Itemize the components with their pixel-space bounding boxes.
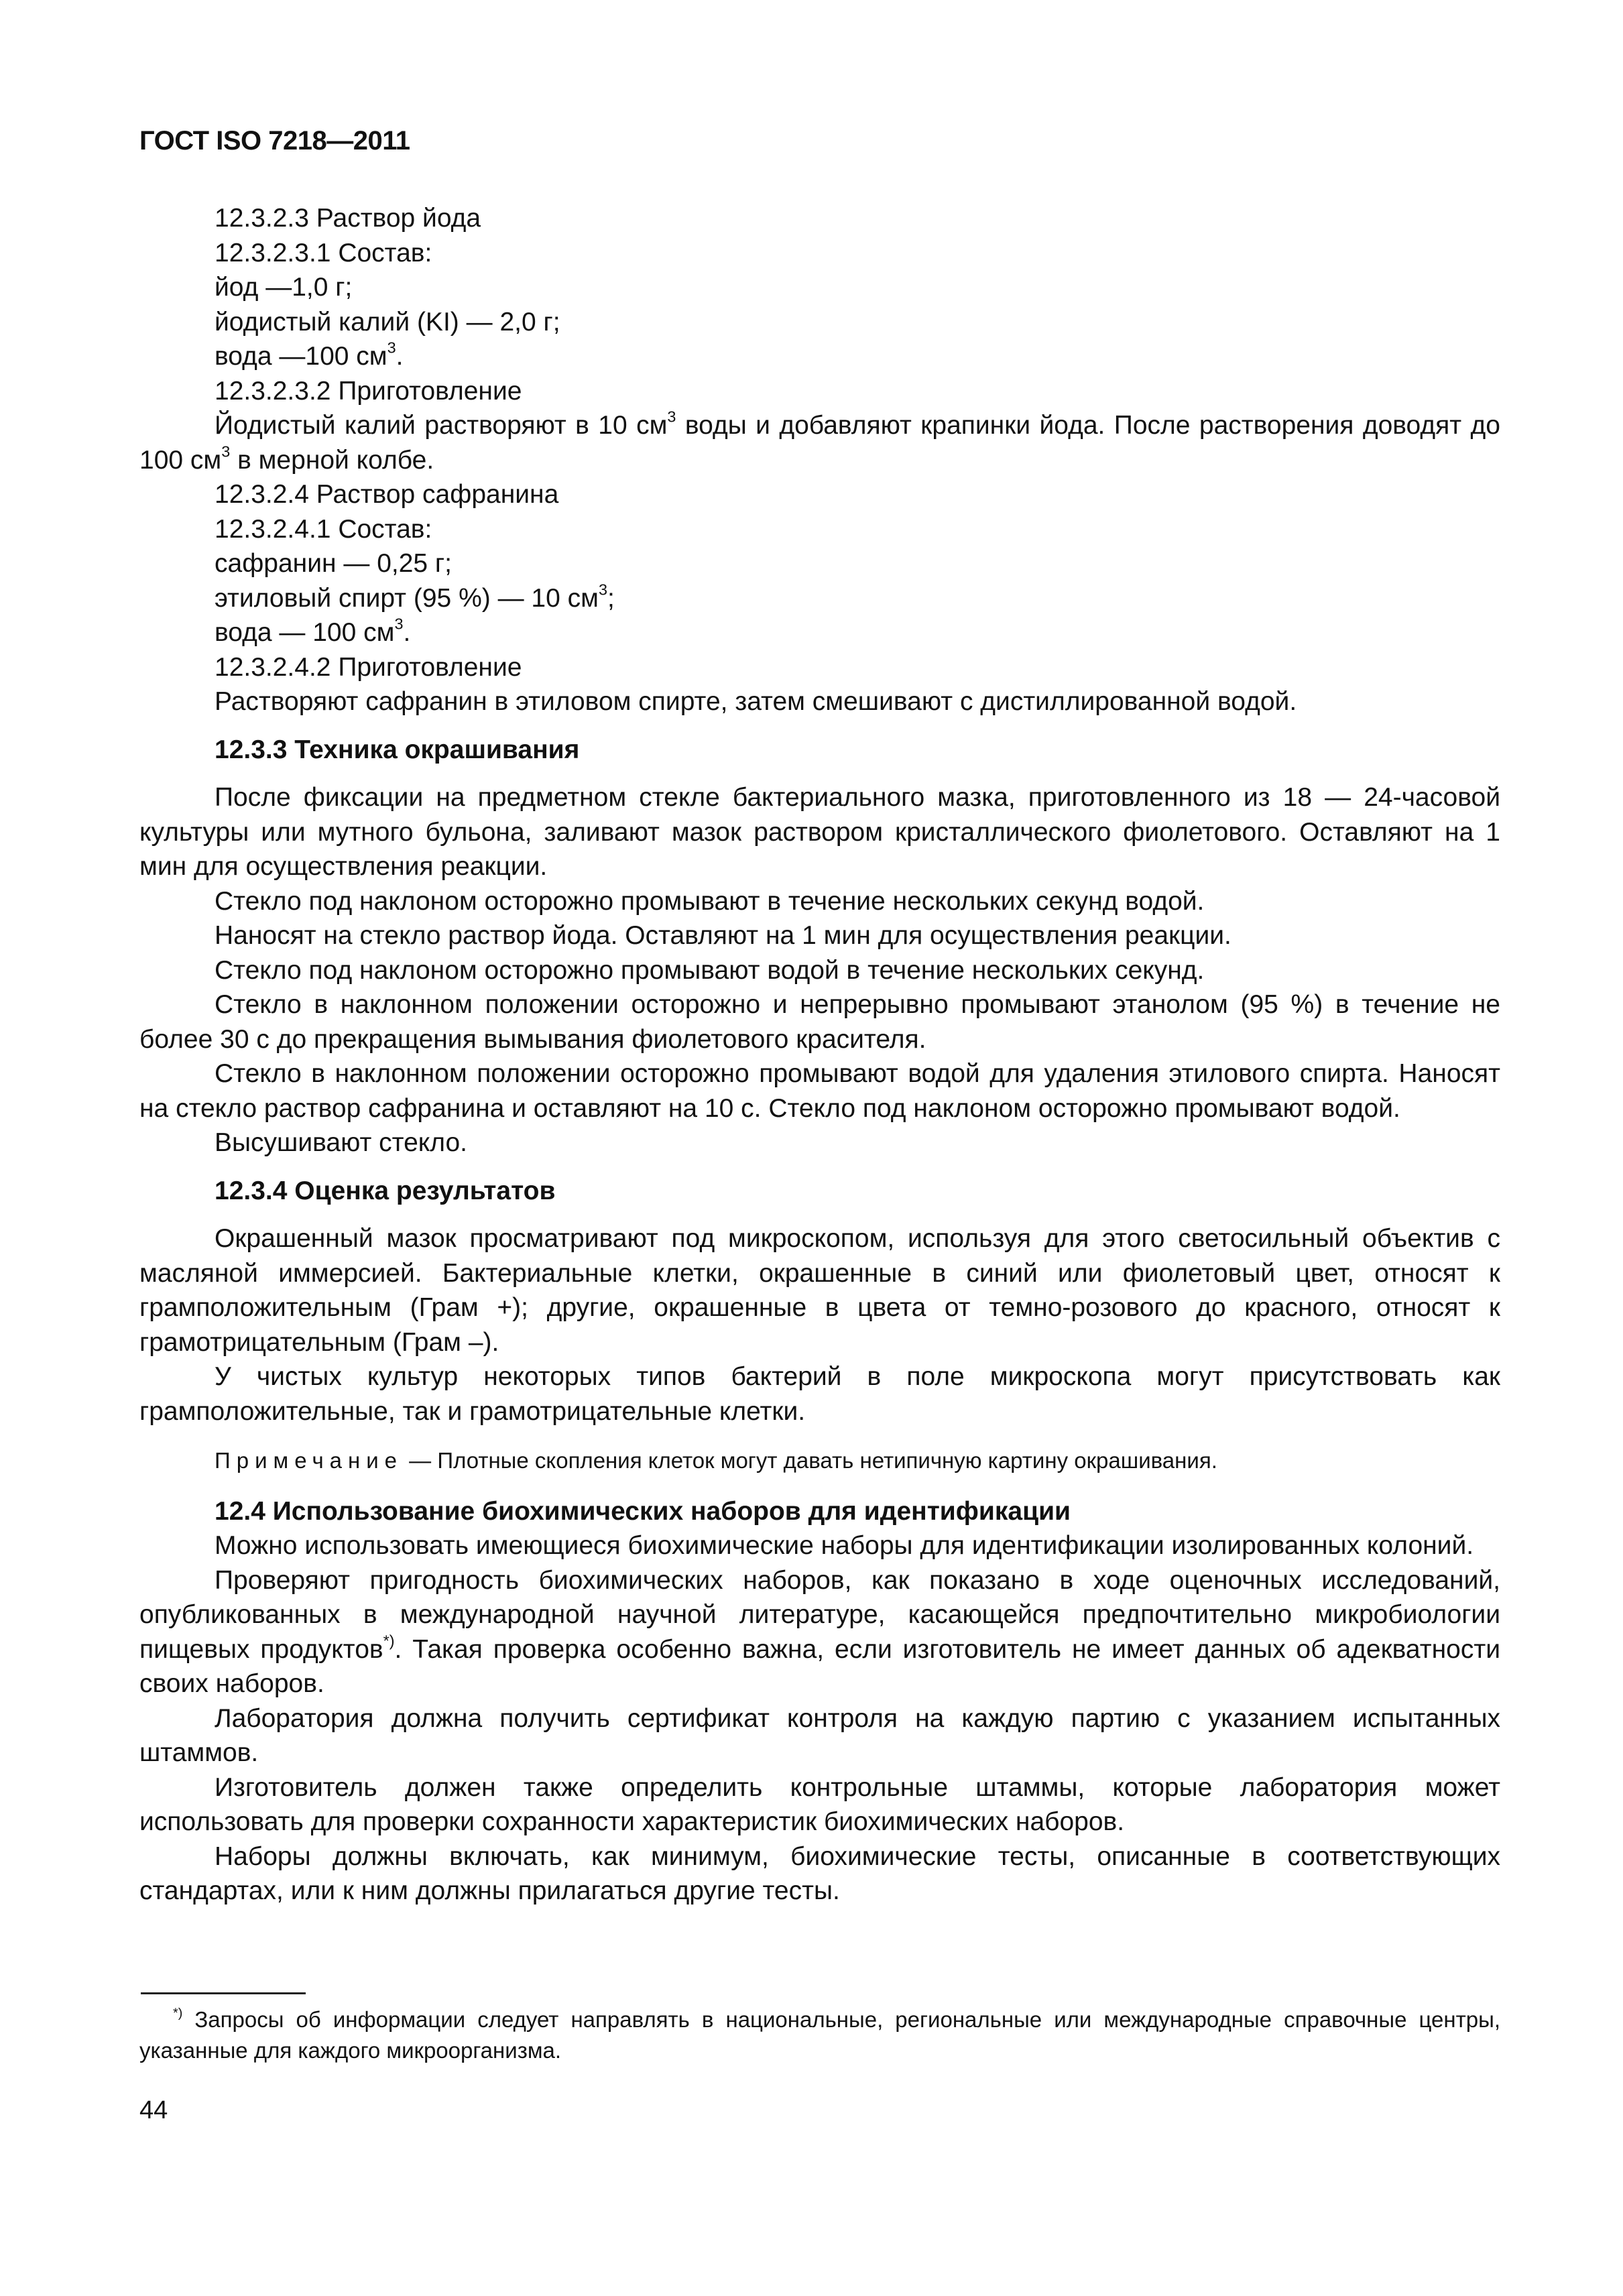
- section-12-3-4-heading: 12.3.4 Оценка результатов: [215, 1176, 556, 1205]
- footnote-mark: *): [173, 2006, 183, 2021]
- text-run: .: [396, 342, 404, 371]
- paragraph: Стекло под наклоном осторожно промывают водой в течение нескольких секунд.: [215, 955, 1205, 985]
- paragraph: [139, 1563, 1500, 1701]
- paragraph: Лаборатория должна получить сертификат контроля на каждую партию с указанием испытанных штаммов.: [139, 1703, 1500, 1767]
- paragraph: Стекло в наклонном положении осторожно и непрерывно промывают этанолом (95 %) в течение не более 30 с до прекращения вымывания фиолетового красителя.: [139, 990, 1500, 1054]
- composition-item-water-2: [139, 615, 1500, 650]
- composition-item-ethanol: [139, 581, 1500, 616]
- paragraph: Можно использовать имеющиеся биохимические наборы для идентификации изолированных колоний.: [215, 1531, 1474, 1560]
- footnote-text: Запросы об информации следует направлять в национальные, региональные или международные справочные центры, указанные для каждого микроорганизма.: [139, 2007, 1500, 2063]
- composition-item-potassium-iodide: йодистый калий (KI) — 2,0 г;: [215, 307, 560, 337]
- document-body: [139, 201, 1500, 1909]
- preparation-paragraph: [139, 408, 1500, 477]
- text-run: в мерной колбе.: [230, 445, 434, 475]
- text-run: ;: [607, 583, 615, 613]
- preparation-label: 12.3.2.3.2 Приготовление: [215, 376, 522, 406]
- note: [139, 1443, 1500, 1478]
- superscript: 3: [394, 615, 404, 633]
- section-12-4-heading: 12.4 Использование биохимических наборов для идентификации: [215, 1496, 1071, 1526]
- superscript: 3: [598, 580, 607, 598]
- text-run: .: [403, 618, 411, 647]
- superscript: 3: [387, 339, 396, 357]
- note-text: — Плотные скопления клеток могут давать нетипичную картину окрашивания.: [403, 1448, 1217, 1473]
- preparation-label-2: 12.3.2.4.2 Приготовление: [215, 652, 522, 682]
- composition-item-iodine: йод —1,0 г;: [215, 273, 353, 302]
- paragraph: Наборы должны включать, как минимум, биохимические тесты, описанные в соответствующих стандартах, или к ним должны прилагаться другие тесты.: [139, 1841, 1500, 1905]
- composition-label-2: 12.3.2.4.1 Состав:: [215, 514, 432, 544]
- preparation-paragraph-2: Растворяют сафранин в этиловом спирте, затем смешивают с дистиллированной водой.: [215, 687, 1297, 716]
- text-run: вода — 100 см: [215, 618, 395, 647]
- section-12-3-2-3-title: 12.3.2.3 Раствор йода: [215, 204, 481, 233]
- composition-item-safranin: сафранин — 0,25 г;: [215, 549, 452, 578]
- paragraph: Стекло в наклонном положении осторожно промывают водой для удаления этилового спирта. Наносят на стекло раствор сафранина и оставляют на 10 с. Стекло под наклоном осторожно промывают водой.: [139, 1059, 1500, 1123]
- paragraph: У чистых культур некоторых типов бактерий в поле микроскопа могут присутствовать как грамположительные, так и грамотрицательные клетки.: [139, 1362, 1500, 1426]
- footnote: [139, 2004, 1500, 2066]
- paragraph: Стекло под наклоном осторожно промывают в течение нескольких секунд водой.: [215, 886, 1205, 916]
- note-label: Примечание: [215, 1448, 404, 1473]
- section-12-3-3-heading: 12.3.3 Техника окрашивания: [215, 735, 580, 764]
- page-number: 44: [139, 2096, 168, 2124]
- paragraph: Окрашенный мазок просматривают под микроскопом, используя для этого светосильный объектив с масляной иммерсией. Бактериальные клетки, окрашенные в синий или фиолетовый цвет, относят к грамположительным (Грам +); другие, окрашенные в цвета от темно-розового до красного, относят к грамотрицательным (Грам –).: [139, 1224, 1500, 1357]
- section-12-3-2-4-title: 12.3.2.4 Раствор сафранина: [215, 480, 559, 509]
- superscript: 3: [667, 408, 676, 426]
- composition-label: 12.3.2.3.1 Состав:: [215, 238, 432, 267]
- paragraph: После фиксации на предметном стекле бактериального мазка, приготовленного из 18 — 24-часовой культуры или мутного бульона, заливают мазок раствором кристаллического фиолетового. Оставляют на 1 мин для осуществления реакции.: [139, 783, 1500, 881]
- text-run: воды и добавляют крапинки йода. После растворения доводят до 100 см: [139, 411, 1500, 475]
- text-run: вода —100 см: [215, 342, 387, 371]
- text-run: Проверяют пригодность биохимических наборов, как показано в ходе оценочных исследований, опубликованных в международной научной литературе, касающейся предпочтительно микробиологии пищевых продуктов: [139, 1565, 1500, 1664]
- superscript: 3: [221, 442, 231, 460]
- text-run: этиловый спирт (95 %) — 10 см: [215, 583, 599, 613]
- document-header: ГОСТ ISO 7218—2011: [139, 126, 410, 156]
- text-run: Йодистый калий растворяют в 10 см: [215, 411, 668, 440]
- paragraph: Высушивают стекло.: [215, 1128, 468, 1157]
- text-run: . Такая проверка особенно важна, если изготовитель не имеет данных об адекватности своих наборов.: [139, 1634, 1500, 1698]
- composition-item-water: [139, 339, 1500, 374]
- paragraph: Наносят на стекло раствор йода. Оставляют на 1 мин для осуществления реакции.: [215, 921, 1231, 950]
- paragraph: Изготовитель должен также определить контрольные штаммы, которые лаборатория может использовать для проверки сохранности характеристик биохимических наборов.: [139, 1772, 1500, 1836]
- footnote-reference: *): [383, 1631, 395, 1649]
- footnote-divider: [141, 1992, 306, 1994]
